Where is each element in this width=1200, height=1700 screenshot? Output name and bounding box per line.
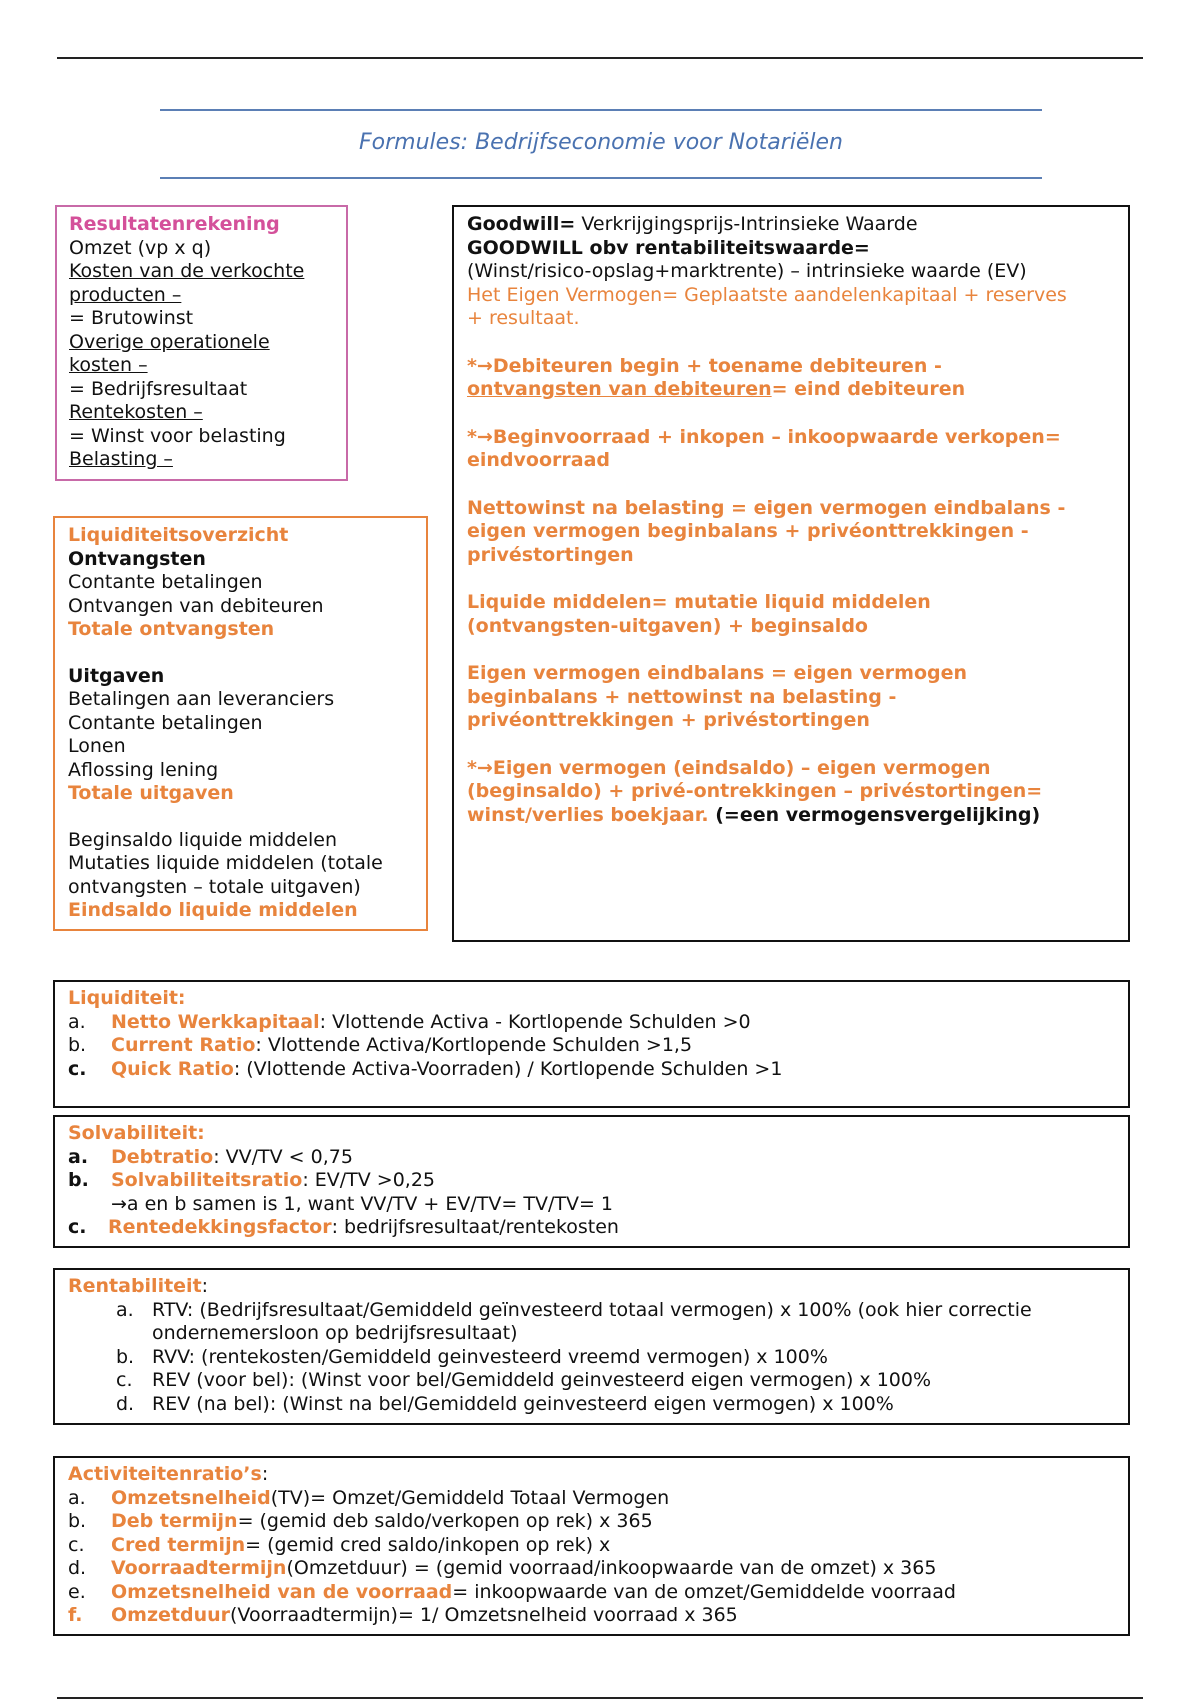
title-rule-top xyxy=(160,109,1042,111)
list-item: b. Deb termijn = (gemid deb saldo/verkopen op rek) x 365 xyxy=(68,1510,653,1532)
debiteuren-ontvangsten: ontvangsten van debiteuren xyxy=(467,378,772,400)
result-line: = Winst voor belasting xyxy=(69,424,286,447)
list-item: c. Rentedekkingsfactor : bedrijfsresultaat/rentekosten xyxy=(68,1216,619,1238)
list-item: c. Quick Ratio : (Vlottende Activa-Voorraden) / Kortlopende Schulden >1 xyxy=(68,1057,783,1080)
resultatenrekening-box xyxy=(55,205,348,481)
eigen-vermogen-eind-cont: beginbalans + nettowinst na belasting - xyxy=(467,685,897,708)
ratio-term: Rentedekkingsfactor xyxy=(108,1216,332,1238)
eigen-vermogen-eind-formula: Eigen vermogen eindbalans = eigen vermogen xyxy=(467,662,968,684)
rentabiliteit-heading: Rentabiliteit xyxy=(68,1275,202,1297)
activiteit-box: Activiteitenratio’s: a. Omzetsnelheid (TV)= Omzet/Gemiddeld Totaal Vermogen b. Deb termijn = (gemid deb saldo/verkopen op rek) x 365 c. Cred termijn = (gemid cred saldo/inkopen op rek) x d. Voorraadtermijn (Omzetduur) = (gemid voorraad/inkoopwaarde van de omzet) x 365 e. Omzetsnelheid van de voorraad = inkoopwaarde van de omzet/Gemiddelde voorraad f. Omzetduur (Voorraadtermijn)= 1/ Omzetsnelheid voorraad x 365 xyxy=(53,1456,1130,1636)
title-rule-bottom xyxy=(160,177,1042,179)
liq-line: Contante betalingen xyxy=(68,571,263,593)
list-item: a. RTV: (Bedrijfsresultaat/Gemiddeld geïnvesteerd totaal vermogen) x 100% (ook hier correctie xyxy=(116,1298,1032,1321)
list-item: b. RVV: (rentekosten/Gemiddeld geinvesteerd vreemd vermogen) x 100% xyxy=(116,1345,828,1368)
eigen-vermogen-def-cont: + resultaat. xyxy=(467,307,580,329)
totale-uitgaven: Totale uitgaven xyxy=(68,782,234,804)
liquide-middelen-formula-cont: (ontvangsten-uitgaven) + beginsaldo xyxy=(467,614,868,637)
ontvangsten-label: Ontvangsten xyxy=(68,547,206,570)
nettowinst-formula: Nettowinst na belasting = eigen vermogen eindbalans - xyxy=(467,496,1066,519)
solvabiliteit-box xyxy=(53,1115,1130,1248)
ratio-term: Solvabiliteitsratio xyxy=(111,1169,303,1191)
list-item: e. Omzetsnelheid van de voorraad = inkoopwaarde van de omzet/Gemiddelde voorraad xyxy=(68,1580,956,1603)
result-line: = Brutowinst xyxy=(69,307,194,329)
list-item: b. Solvabiliteitsratio : EV/TV >0,25 xyxy=(68,1169,436,1191)
result-line: Belasting – xyxy=(69,448,173,470)
result-line: = Bedrijfsresultaat xyxy=(69,377,248,400)
debiteuren-eind: = eind debiteuren xyxy=(771,378,966,400)
totale-ontvangsten: Totale ontvangsten xyxy=(68,618,275,640)
liq-line: Betalingen aan leveranciers xyxy=(68,688,335,710)
liquide-middelen-formula: Liquide middelen= mutatie liquid middelen xyxy=(467,591,931,613)
list-item-cont: ondernemersloon op bedrijfsresultaat) xyxy=(152,1322,518,1344)
vermogensvergelijking-result: winst/verlies boekjaar. xyxy=(467,803,709,826)
liq-line: Lonen xyxy=(68,735,126,757)
solvabiliteit-note: →a en b samen is 1, want VV/TV + EV/TV= TV/TV= 1 xyxy=(111,1192,614,1215)
ratio-term: Omzetsnelheid xyxy=(111,1486,271,1509)
goodwill-box xyxy=(452,205,1130,942)
liquiditeitsoverzicht-box xyxy=(53,516,428,931)
voorraad-formula-cont: eindvoorraad xyxy=(467,449,611,471)
result-line: kosten – xyxy=(69,354,148,376)
liq-line: Mutaties liquide middelen (totale xyxy=(68,852,383,874)
eigen-vermogen-eind-cont: privéonttrekkingen + privéstortingen xyxy=(467,709,870,731)
result-line: producten – xyxy=(69,283,182,306)
ratio-term: Omzetsnelheid van de voorraad xyxy=(111,1580,453,1603)
liq-line: ontvangsten – totale uitgaven) xyxy=(68,875,361,898)
ratio-term: Deb termijn xyxy=(111,1510,238,1532)
list-item: d. REV (na bel): (Winst na bel/Gemiddeld geinvesteerd eigen vermogen) x 100% xyxy=(116,1392,894,1415)
liq-line: Ontvangen van debiteuren xyxy=(68,594,324,617)
ratio-term: Voorraadtermijn xyxy=(111,1557,287,1579)
list-item: b. Current Ratio : Vlottende Activa/Kortlopende Schulden >1,5 xyxy=(68,1034,693,1056)
resultatenrekening-heading: Resultatenrekening xyxy=(69,213,280,235)
vermogensvergelijking-formula: *→Eigen vermogen (eindsaldo) – eigen vermogen xyxy=(467,756,991,779)
vermogensvergelijking-cont: (beginsaldo) + privé-ontrekkingen – privéstortingen= xyxy=(467,780,1043,802)
voorraad-formula: *→Beginvoorraad + inkopen – inkoopwaarde verkopen= xyxy=(467,425,1061,448)
solvabiliteit-heading: Solvabiliteit: xyxy=(68,1122,205,1144)
list-item: a. Debtratio : VV/TV < 0,75 xyxy=(68,1145,353,1168)
uitgaven-label: Uitgaven xyxy=(68,664,165,687)
list-item: f. Omzetduur (Voorraadtermijn)= 1/ Omzetsnelheid voorraad x 365 xyxy=(68,1604,738,1626)
list-item: c. Cred termijn = (gemid cred saldo/inkopen op rek) x xyxy=(68,1533,611,1556)
debiteuren-formula: *→Debiteuren begin + toename debiteuren - xyxy=(467,354,942,377)
goodwill-rentabiliteit: GOODWILL obv rentabiliteitswaarde= xyxy=(467,236,870,259)
list-item: c. REV (voor bel): (Winst voor bel/Gemiddeld geinvesteerd eigen vermogen) x 100% xyxy=(116,1369,932,1391)
list-item: a. Omzetsnelheid (TV)= Omzet/Gemiddeld Totaal Vermogen xyxy=(68,1486,670,1509)
liq-line: Beginsaldo liquide middelen xyxy=(68,828,337,851)
ratio-term: Cred termijn xyxy=(111,1533,246,1556)
goodwill-text: Verkrijgingsprijs-Intrinsieke Waarde xyxy=(575,213,918,235)
rentabiliteit-box: Rentabiliteit: a. RTV: (Bedrijfsresultaat/Gemiddeld geïnvesteerd totaal vermogen) x 100% (ook hier correctie ondernemersloon op bedrijfsresultaat) b. RVV: (rentekosten/Gemiddeld geinvesteerd vreemd vermogen) x 100% c. REV (voor bel): (Winst voor bel/Gemiddeld geinvesteerd eigen vermogen) x 100% d. REV (na bel): (Winst na bel/Gemiddeld geinvesteerd eigen vermogen) x 100% xyxy=(53,1268,1130,1425)
bottom-rule xyxy=(57,1697,1143,1699)
eigen-vermogen-def: Het Eigen Vermogen= Geplaatste aandelenkapitaal + reserves xyxy=(467,283,1067,306)
list-item: d. Voorraadtermijn (Omzetduur) = (gemid voorraad/inkoopwaarde van de omzet) x 365 xyxy=(68,1557,937,1579)
goodwill-formula: (Winst/risico-opslag+marktrente) – intrinsieke waarde (EV) xyxy=(467,260,1027,282)
eindsaldo: Eindsaldo liquide middelen xyxy=(68,899,358,921)
goodwill-label: Goodwill= xyxy=(467,213,576,235)
liq-line: Contante betalingen xyxy=(68,711,263,734)
nettowinst-formula-cont: eigen vermogen beginbalans + privéonttrekkingen - xyxy=(467,520,1029,542)
vermogensvergelijking-note: (=een vermogensvergelijking) xyxy=(708,803,1041,826)
ratio-term: Debtratio xyxy=(111,1145,214,1168)
ratio-term: Omzetduur xyxy=(111,1604,231,1626)
top-rule xyxy=(57,57,1143,59)
page-title: Formules: Bedrijfseconomie voor Notariëlen xyxy=(359,130,843,155)
ratio-term: Quick Ratio xyxy=(111,1057,234,1080)
liquiditeit-heading: Liquiditeit: xyxy=(68,987,186,1009)
liquiditeitsoverzicht-heading: Liquiditeitsoverzicht xyxy=(68,524,289,546)
activiteit-heading: Activiteitenratio’s xyxy=(68,1463,262,1485)
liq-line: Aflossing lening xyxy=(68,758,219,781)
result-line: Kosten van de verkochte xyxy=(69,260,305,282)
result-line: Omzet (vp x q) xyxy=(69,236,212,259)
liquiditeit-box xyxy=(53,980,1130,1108)
list-item: a. Netto Werkkapitaal : Vlottende Activa - Kortlopende Schulden >0 xyxy=(68,1010,751,1033)
ratio-term: Current Ratio xyxy=(111,1034,256,1056)
result-line: Rentekosten – xyxy=(69,401,203,423)
result-line: Overige operationele xyxy=(69,330,270,353)
ratio-term: Netto Werkkapitaal xyxy=(111,1010,320,1033)
nettowinst-formula-cont: privéstortingen xyxy=(467,543,634,566)
